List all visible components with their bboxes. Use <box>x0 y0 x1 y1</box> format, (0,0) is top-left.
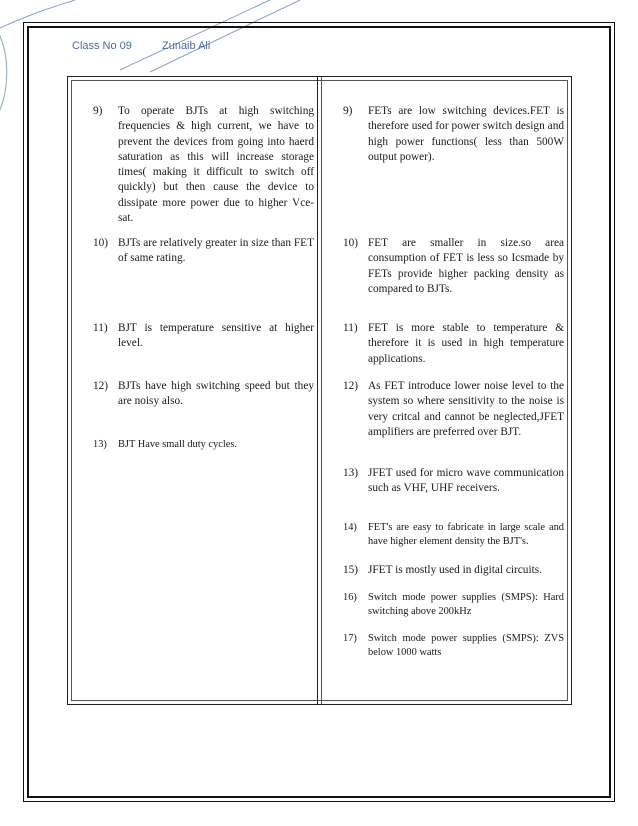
fet-item-14: 14) FET's are easy to fabricate in large scale and have higher element density the BJT's. <box>343 522 564 548</box>
page-header <box>72 40 237 52</box>
bjt-item-10: 10) BJTs are relatively greater in size than FET of same rating. <box>93 237 314 265</box>
bjt-item-13: 13) BJT Have small duty cycles. <box>93 439 237 450</box>
fet-item-17: 17) Switch mode power supplies (SMPS): ZVS below 1000 watts <box>343 633 564 659</box>
fet-item-9: 9) FETs are low switching devices.FET is therefore used for power switch design and high power functions( less than 500W output power). <box>343 105 564 163</box>
fet-item-10: 10) FET are smaller in size.so area consumption of FET is less so Icsmade by FETs provide higher packing density as compared to BJTs. <box>343 237 564 295</box>
author-name: Zunaib Ali <box>161 40 211 52</box>
bjt-item-9: 9) To operate BJTs at high switching frequencies & high current, we have to prevent the devices from going into haerd saturation as this will increase storage times( making it difficult to switch off quickly) but then cause the device to dissipate more power due to higher Vce-sat. <box>93 105 314 225</box>
bjt-item-12: 12) BJTs have high switching speed but they are noisy also. <box>93 380 314 408</box>
column-divider <box>317 77 322 704</box>
fet-item-13: 13) JFET used for micro wave communication such as VHF, UHF receivers. <box>343 467 564 495</box>
bjt-item-11: 11) BJT is temperature sensitive at higher level. <box>93 322 314 350</box>
fet-item-16: 16) Switch mode power supplies (SMPS): Hard switching above 200kHz <box>343 592 564 618</box>
fet-item-12: 12) As FET introduce lower noise level to the system so where sensitivity to the noise is very critcal and cannot be neglected,JFET amplifiers are preferred over BJT. <box>343 380 564 438</box>
fet-item-15: 15) JFET is mostly used in digital circuits. <box>343 564 542 576</box>
class-number: Class No 09 <box>72 40 132 52</box>
fet-item-11: 11) FET is more stable to temperature & therefore it is used in high temperature applications. <box>343 322 564 365</box>
